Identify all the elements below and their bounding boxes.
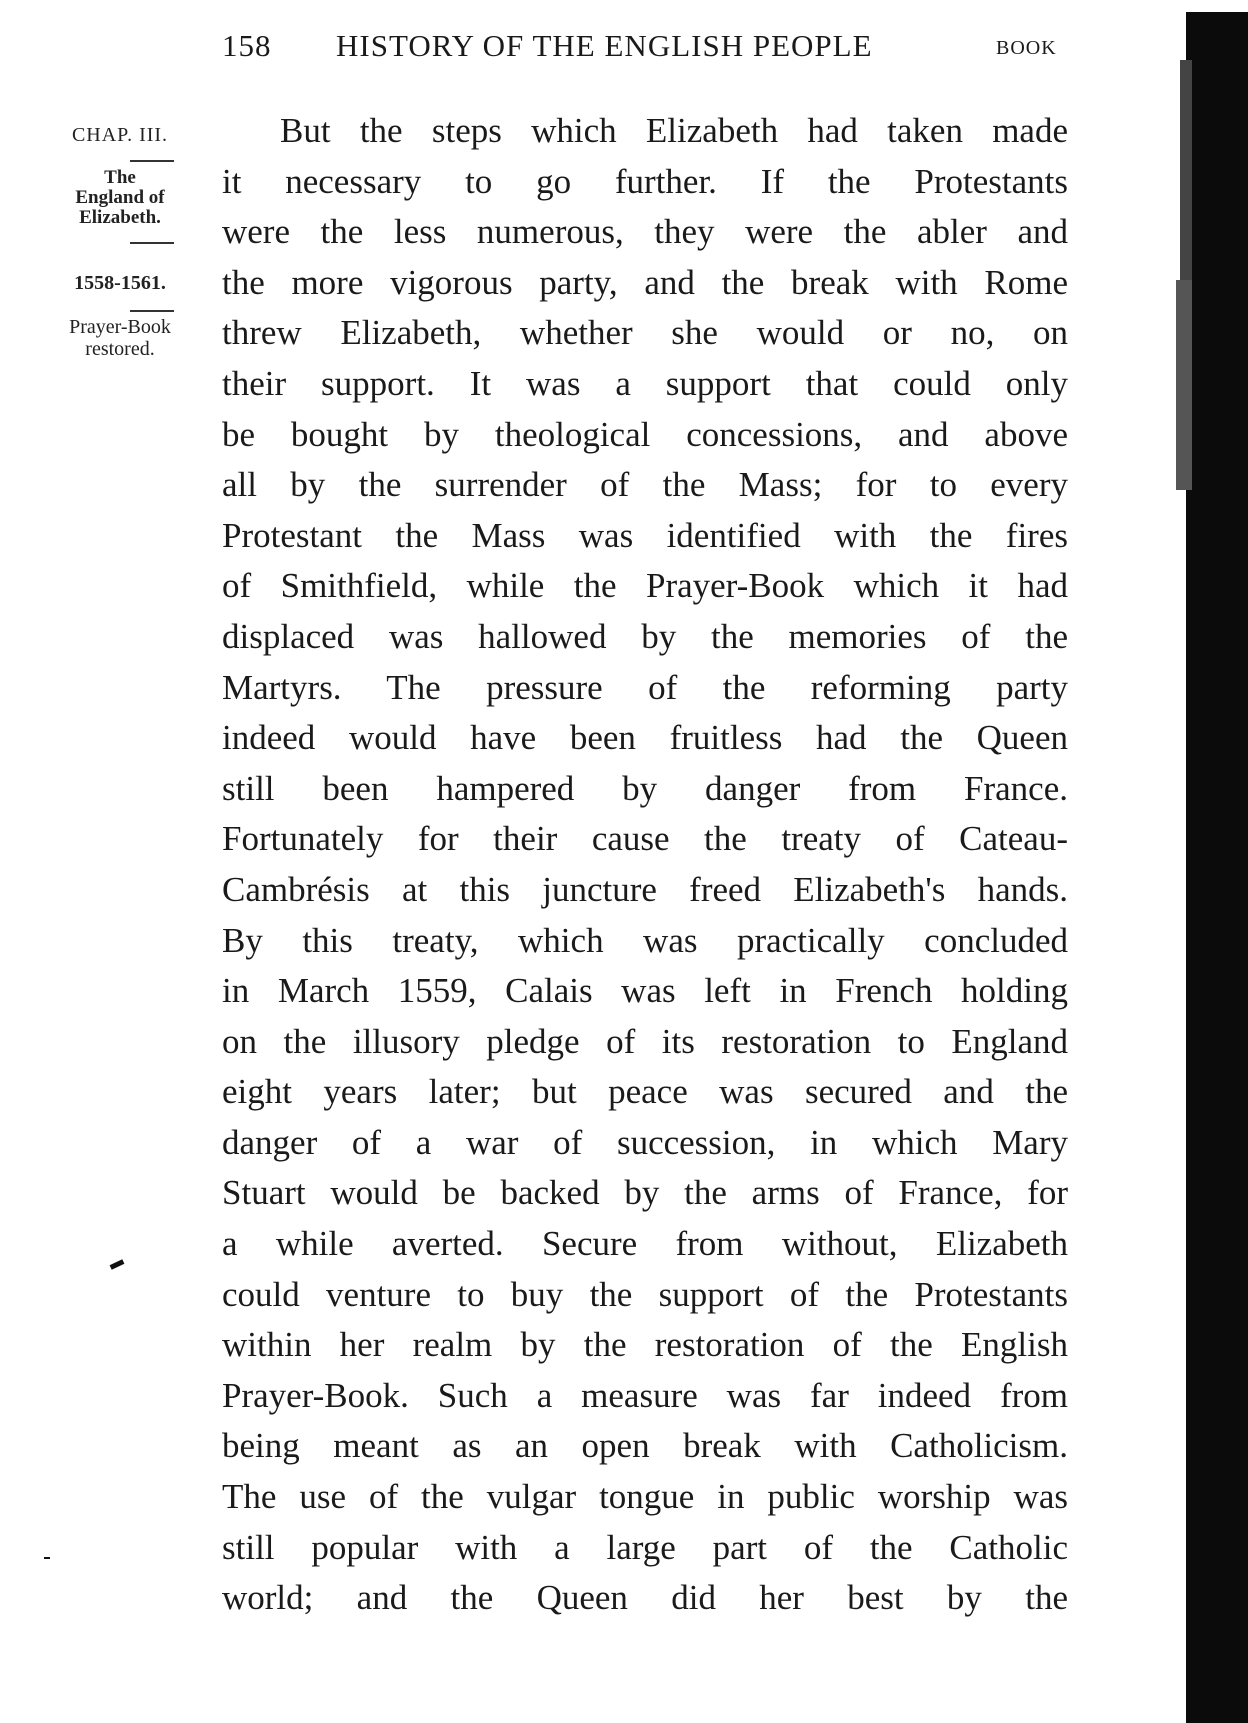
body-text [222, 106, 1068, 1624]
text-line: still been hampered by danger from France. [222, 768, 1068, 808]
text-line: could venture to buy the support of the Protestants [222, 1274, 1068, 1314]
text-line: be bought by theological concessions, and above [222, 414, 1068, 454]
text-line: displaced was hallowed by the memories of the [222, 616, 1068, 656]
subtopic-line: Prayer-Book [69, 316, 171, 338]
text-line: their support. It was a support that could only [222, 363, 1068, 403]
subtopic-note [30, 316, 210, 360]
text-line: were the less numerous, they were the abler and [222, 212, 1068, 252]
book-title: HISTORY OF THE ENGLISH PEOPLE [336, 28, 873, 63]
text-line: the more vigorous party, and the break with Rome [222, 262, 1068, 302]
text-line: eight years later; but peace was secured and the [222, 1072, 1068, 1112]
text-line: being meant as an open break with Catholicism. [222, 1426, 1068, 1466]
text-line: But the steps which Elizabeth had taken made [280, 111, 1068, 150]
margin-rule [130, 160, 174, 162]
page-number: 158 [222, 28, 272, 63]
text-line: The use of the vulgar tongue in public worship was [222, 1477, 1068, 1517]
chapter-label: CHAP. III. [71, 124, 169, 146]
scan-edge-texture [1180, 60, 1192, 280]
scan-edge-texture [1176, 280, 1192, 490]
margin-rule [130, 310, 174, 312]
text-line: on the illusory pledge of its restoration to England [222, 1021, 1068, 1061]
margin-rule [130, 242, 174, 244]
running-head [0, 28, 1248, 68]
date-range: 1558-1561. [74, 272, 166, 294]
topic-line: The [104, 167, 136, 188]
text-line: Stuart would be backed by the arms of France, for [222, 1173, 1068, 1213]
text-line: of Smithfield, while the Prayer-Book which it had [222, 566, 1068, 606]
topic-note [30, 168, 210, 228]
text-line: By this treaty, which was practically concluded [222, 920, 1068, 960]
text-line: world; and the Queen did her best by the [222, 1578, 1068, 1618]
text-line: Prayer-Book. Such a measure was far indeed from [222, 1375, 1068, 1415]
text-line: in March 1559, Calais was left in French holding [222, 971, 1068, 1011]
text-line: threw Elizabeth, whether she would or no, on [222, 313, 1068, 353]
text-line: all by the surrender of the Mass; for to every [222, 465, 1068, 505]
text-line: within her realm by the restoration of the English [222, 1325, 1068, 1365]
section-label: BOOK [996, 37, 1057, 59]
topic-line: England of [75, 187, 165, 208]
ink-speck [110, 1259, 125, 1269]
text-line: a while averted. Secure from without, Elizabeth [222, 1224, 1068, 1264]
text-line: Cambrésis at this juncture freed Elizabeth's hands. [222, 869, 1068, 909]
text-line: it necessary to go further. If the Protestants [222, 161, 1068, 201]
ink-speck [44, 1557, 50, 1559]
text-line: still popular with a large part of the Catholic [222, 1527, 1068, 1567]
text-line: danger of a war of succession, in which Mary [222, 1122, 1068, 1162]
text-line: indeed would have been fruitless had the Queen [222, 718, 1068, 758]
text-line: Fortunately for their cause the treaty of Cateau- [222, 819, 1068, 859]
topic-line: Elizabeth. [79, 207, 161, 228]
scan-edge-shadow [1186, 12, 1248, 1723]
text-line: Protestant the Mass was identified with the fires [222, 515, 1068, 555]
subtopic-line: restored. [85, 338, 155, 360]
text-line: Martyrs. The pressure of the reforming party [222, 667, 1068, 707]
